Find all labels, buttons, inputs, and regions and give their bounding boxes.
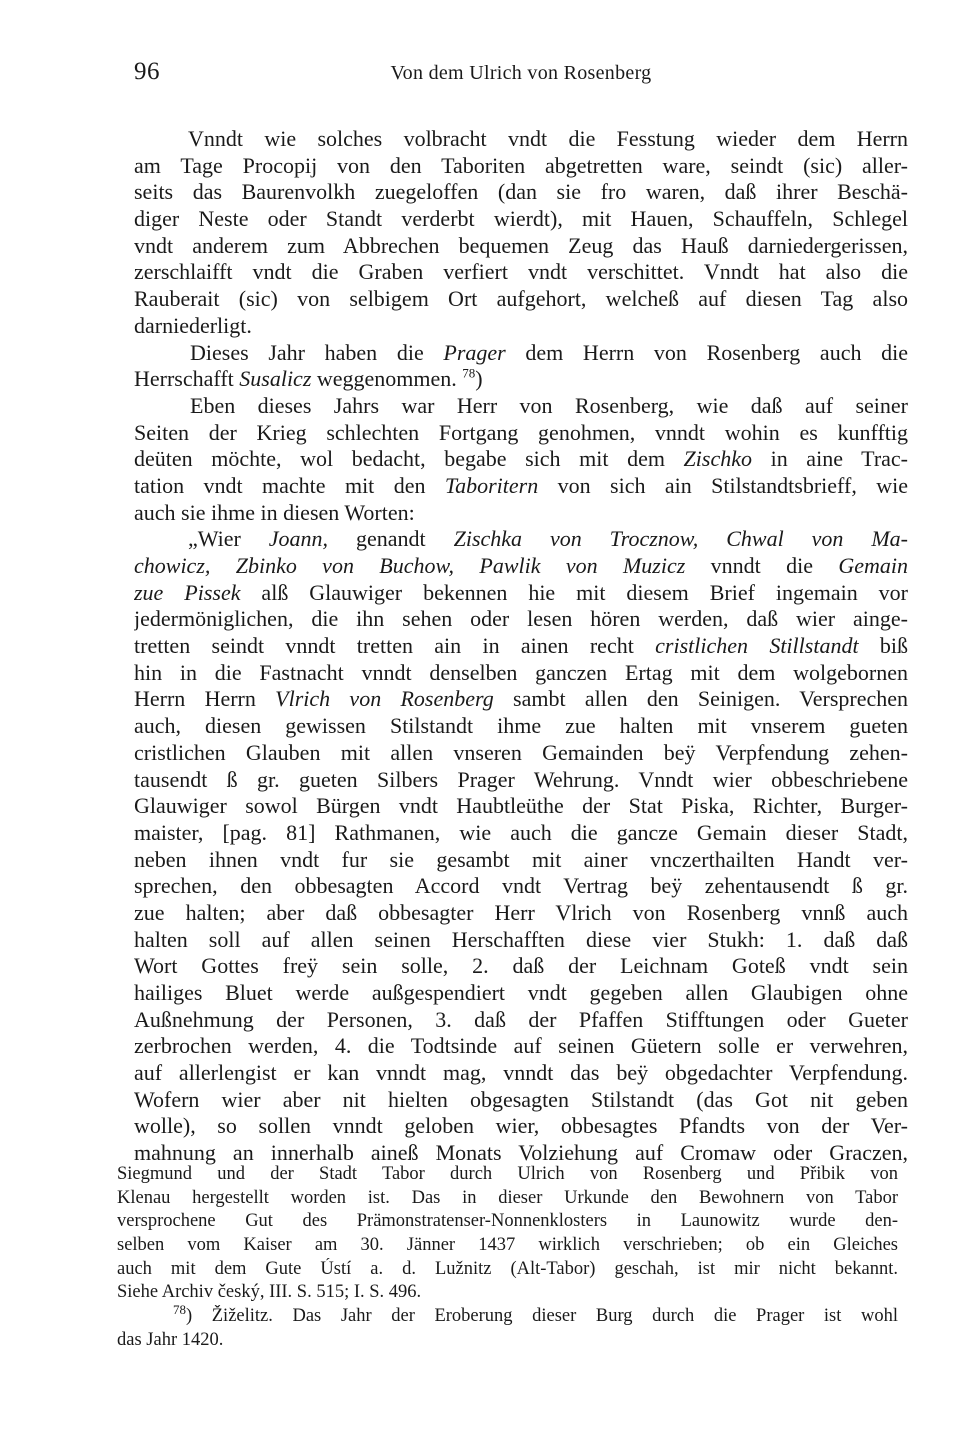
- italic-name: Zischka von Trocznow, Chwal von Ma-: [453, 526, 908, 552]
- italic-name: Vlrich von Rosenberg: [275, 686, 494, 712]
- text-line: seits das Baurenvolkh zuegeloffen (dan sie fro waren, daß ihrer Beschä-: [134, 179, 908, 205]
- italic-name: Gemain: [838, 553, 908, 578]
- paragraph-3: [134, 393, 908, 526]
- footnote-line: Siehe Archiv český, III. S. 515; I. S. 496.: [117, 1282, 422, 1303]
- text-run: Herrn Herrn: [134, 686, 276, 712]
- text-run: deüten möchte, wol bedacht, begabe sich mit dem: [134, 446, 684, 472]
- text-line: [134, 473, 908, 500]
- quoted-document: [134, 526, 908, 1167]
- text-line: Vnndt wie solches volbracht vndt die Fesstung wieder dem Herrn: [188, 126, 908, 151]
- text-line: Glauwiger sowol Bürgen vndt Haubtleüthe der Stat Piska, Richter, Burger-: [134, 793, 908, 819]
- text-run: vnndt die: [685, 553, 839, 578]
- text-line: diger Neste oder Standt verderbt wierdt), mit Hauen, Schauffeln, Schlegel: [134, 206, 908, 232]
- text-line: [134, 446, 908, 473]
- text-run: tretten seindt vnndt tretten ain in ainen recht: [134, 633, 656, 659]
- text-run: weggenommen.: [311, 366, 463, 392]
- text-run: ): [475, 366, 483, 392]
- text-line: auch sie ihme in diesen Worten:: [134, 499, 415, 525]
- footnote-continuation: [117, 1163, 898, 1305]
- italic-name: Prager: [443, 339, 506, 365]
- text-run: sambt allen den Seinigen. Versprechen: [493, 686, 908, 712]
- text-line: [134, 580, 908, 607]
- italic-name: zue Pissek: [134, 579, 241, 605]
- footnote-line: auch mit dem Gute Ústí a. d. Lužnitz (Alt-Tabor) geschah, ist mir nicht bekannt.: [117, 1258, 898, 1279]
- text-line: sprechen, den obbesagten Accord vndt Vertrag beÿ zehentausendt ß gr.: [134, 873, 908, 899]
- paragraph-1: [134, 126, 908, 340]
- text-run: in aine Trac-: [752, 446, 908, 472]
- text-line: auch, diesen gewissen Stilstandt ihme zue halten mit vnserem gueten: [134, 713, 908, 739]
- text-line: hin in die Fastnacht vnndt denselben ganczen Ertag mit dem wolgebornen: [134, 659, 908, 685]
- footnotes: [117, 1163, 898, 1353]
- text-line: hailiges Bluet werde außgespendiert vndt gegeben allen Glaubigen ohne: [134, 980, 908, 1005]
- text-run: tation vndt machte mit den: [134, 472, 445, 498]
- text-line: neben ihnen vndt fur sie gesambt mit ainer vnczerthailten Handt ver-: [134, 846, 908, 872]
- footnote-ref: 78: [462, 366, 476, 381]
- text-line: Außnehmung der Personen, 3. daß der Pfaffen Stifftungen oder Gueter: [134, 1006, 908, 1032]
- italic-name: Zischko: [683, 446, 752, 472]
- paragraph-2: [134, 340, 908, 393]
- text-line: [134, 553, 908, 580]
- footnote-line: versprochene Gut des Prämonstratenser-Nonnenklosters in Launowitz wurde den-: [117, 1211, 898, 1232]
- text-run: von sich ain Stilstandtsbrieff, wie: [538, 472, 908, 498]
- footnote-line: selben vom Kaiser am 30. Jänner 1437 wirklich verschrieben; ob ein Gleiches: [117, 1235, 898, 1256]
- text-line: vndt anderem zum Abbrechen bequemen Zeug das Hauß darniedergerissen,: [134, 232, 908, 258]
- italic-name: Susalicz: [239, 366, 312, 392]
- text-line: Wort Gottes freÿ sein solle, 2. daß der Leichnam Goteß vndt sein: [134, 953, 908, 979]
- footnote-line: Klenau hergestellt worden ist. Das in dieser Urkunde den Bewohnern von Tabor: [117, 1187, 898, 1208]
- text-run: biß: [858, 633, 908, 659]
- italic-term: cristlichen Stillstandt: [655, 633, 859, 659]
- text-line: halten soll auf allen seinen Herschafften diese vier Stukh: 1. daß daß: [134, 926, 908, 952]
- italic-name: chowicz, Zbinko von Buchow, Pawlik von Muzicz: [134, 553, 686, 578]
- text-line: [134, 686, 908, 713]
- page-header: [134, 58, 908, 90]
- text-run: alß Glauwiger bekennen hie mit diesem Brief ingemain vor: [240, 579, 908, 605]
- text-line: cristlichen Glauben mit allen vnseren Gemainden beÿ Verpfendung zehen-: [134, 739, 908, 765]
- text-line: [134, 633, 908, 660]
- text-line: zue halten; aber daß obbesagter Herr Vlrich von Rosenberg vnnß auch: [134, 899, 908, 925]
- page-number: 96: [134, 58, 160, 85]
- text-run: Herrschafft: [134, 366, 240, 392]
- text-run: „Wier: [188, 526, 269, 552]
- footnote-marker: 78: [173, 1305, 186, 1317]
- text-line: Seiten der Krieg schlechten Fortgang genohmen, vnndt wohin es kunfftig: [134, 419, 908, 445]
- text-line: Eben dieses Jahrs war Herr von Rosenberg, wie daß auf seiner: [190, 392, 908, 418]
- text-line: zerbrochen werden, 4. die Todtsinde auf seinen Güetern solle er verwehren,: [134, 1033, 908, 1059]
- text-line: jedermöniglichen, die ihn sehen oder lesen hören werden, daß wier ainge-: [134, 606, 908, 632]
- running-title: Von dem Ulrich von Rosenberg: [390, 62, 652, 84]
- text-line: Wofern wier aber nit hielten obgesagten Stilstandt (das Got nit geben: [134, 1086, 908, 1112]
- text-run: Dieses Jahr haben die: [190, 339, 444, 365]
- text-line: tausendt ß gr. gueten Silbers Prager Wehrung. Vnndt wier obbeschriebene: [134, 766, 908, 792]
- footnote-line: das Jahr 1420.: [117, 1329, 224, 1350]
- text-line: maister, [pag. 81] Rathmanen, wie auch die gancze Gemain dieser Stadt,: [134, 819, 908, 845]
- footnote-line: Siegmund und der Stadt Tabor durch Ulrich von Rosenberg und Přibik von: [117, 1164, 898, 1184]
- text-line: Rauberait (sic) von selbigem Ort aufgehort, welcheß auf diesen Tag also: [134, 286, 908, 312]
- text-line: darniederligt.: [134, 312, 252, 338]
- main-text: [134, 126, 908, 1167]
- footnote-78: [117, 1305, 898, 1352]
- text-run: dem Herrn von Rosenberg auch die: [505, 339, 908, 365]
- text-line: wolle), so sollen vnndt geloben wier, obbesagtes Pfandts von der Ver-: [134, 1113, 908, 1139]
- text-line: zerschlaifft vndt die Graben verfiert vndt verschittet. Vnndt hat also die: [134, 259, 908, 285]
- footnote-line: [117, 1305, 898, 1329]
- text-run: genandt: [328, 526, 454, 552]
- italic-name: Joann,: [268, 526, 329, 552]
- text-line: auf allerlengist er kan vnndt mag, vnndt das beÿ obgedachter Verpfendung.: [134, 1060, 908, 1086]
- text-line: [134, 366, 908, 393]
- text-line: [134, 526, 908, 553]
- text-run: ) Žiželitz. Das Jahr der Eroberung dieser Burg durch die Prager ist wohl: [186, 1306, 898, 1327]
- italic-name: Taboritern: [444, 472, 539, 498]
- text-line: [134, 340, 908, 367]
- text-line: mahnung an innerhalb aineß Monats Volziehung auf Cromaw oder Graczen,: [134, 1140, 908, 1166]
- text-line: am Tage Procopij von den Taboriten abgetretten ware, seindt (sic) aller-: [134, 152, 908, 178]
